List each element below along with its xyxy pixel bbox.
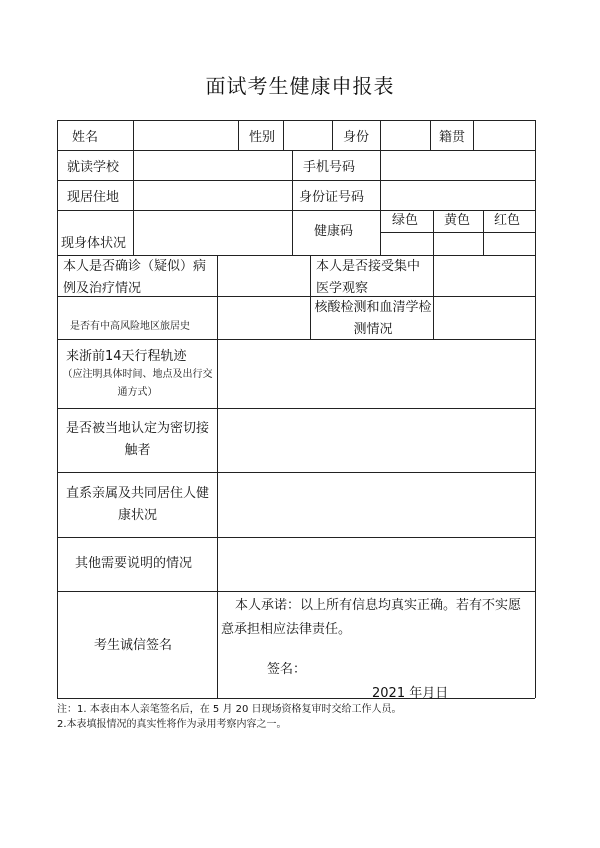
form-border-left: [57, 120, 58, 698]
observation-label: 本人是否接受集中医学观察: [316, 259, 421, 296]
col-divider: [332, 120, 333, 150]
signature-field[interactable]: [305, 659, 455, 681]
family-health-label: 直系亲属及共同居住人健康状况: [65, 486, 209, 523]
health-code-green: 绿色: [392, 213, 419, 228]
col-divider: [217, 591, 218, 698]
phone-field[interactable]: [381, 151, 534, 179]
health-code-green-box[interactable]: [381, 233, 432, 254]
other-field[interactable]: [218, 538, 534, 590]
col-divider: [430, 120, 431, 150]
gender-label: 性别: [249, 130, 276, 145]
name-field[interactable]: [134, 121, 237, 149]
sign-label: 签名：: [267, 662, 307, 677]
close-contact-label: 是否被当地认定为密切接触者: [65, 421, 209, 458]
col-divider: [292, 150, 293, 210]
health-code-label: 健康码: [314, 224, 354, 239]
col-divider: [238, 120, 239, 150]
col-divider: [310, 255, 311, 339]
pledge-text: 本人承诺：以上所有信息均真实正确。若有不实愿意承担相应法律责任。: [221, 598, 522, 637]
date-label: 2021 年月日: [372, 686, 449, 701]
health-status-label: 现身体状况: [61, 236, 127, 251]
health-code-yellow-box[interactable]: [434, 233, 482, 254]
address-label: 现居住地: [67, 190, 120, 205]
note-line-1: 注：1. 本表由本人亲笔签名后，在 5 月 20 日现场资格复审时交给工作人员。: [57, 704, 402, 715]
health-status-field[interactable]: [134, 211, 291, 254]
name-label: 姓名: [72, 130, 99, 145]
gender-field[interactable]: [284, 121, 331, 149]
identity-label: 身份: [343, 130, 370, 145]
row-divider: [57, 591, 535, 592]
school-field[interactable]: [134, 151, 291, 179]
form-border-bottom: [57, 698, 535, 699]
address-field[interactable]: [134, 181, 291, 209]
note-line-2: 2.本表填报情况的真实性将作为录用考察内容之一。: [57, 719, 287, 730]
health-code-yellow: 黄色: [444, 213, 471, 228]
diagnosed-field[interactable]: [218, 256, 309, 295]
trajectory-title: 来浙前14天行程轨迹: [66, 349, 187, 364]
page-title: 面试考生健康申报表: [205, 74, 395, 98]
risk-travel-field[interactable]: [218, 297, 309, 338]
origin-field[interactable]: [474, 121, 534, 149]
health-code-red: 红色: [494, 213, 521, 228]
trajectory-field[interactable]: [218, 340, 534, 407]
phone-label: 手机号码: [303, 160, 356, 175]
school-label: 就读学校: [67, 160, 120, 175]
nucleic-field[interactable]: [434, 297, 534, 338]
trajectory-note: （应注明具体时间、地点及出行交通方式）: [62, 369, 213, 398]
other-label: 其他需要说明的情况: [75, 556, 193, 571]
family-health-field[interactable]: [218, 473, 534, 536]
form-border-right: [535, 120, 536, 698]
id-number-field[interactable]: [381, 181, 534, 209]
nucleic-label: 核酸检测和血清学检测情况: [314, 300, 432, 337]
observation-field[interactable]: [434, 256, 534, 295]
signature-label: 考生诚信签名: [94, 638, 173, 653]
col-divider: [292, 210, 293, 255]
diagnosed-label: 本人是否确诊（疑似）病例及治疗情况: [63, 259, 207, 296]
id-number-label: 身份证号码: [299, 190, 365, 205]
identity-field[interactable]: [381, 121, 429, 149]
risk-travel-label: 是否有中高风险地区旅居史: [70, 321, 190, 332]
close-contact-field[interactable]: [218, 409, 534, 471]
origin-label: 籍贯: [439, 130, 466, 145]
health-code-red-box[interactable]: [484, 233, 534, 254]
